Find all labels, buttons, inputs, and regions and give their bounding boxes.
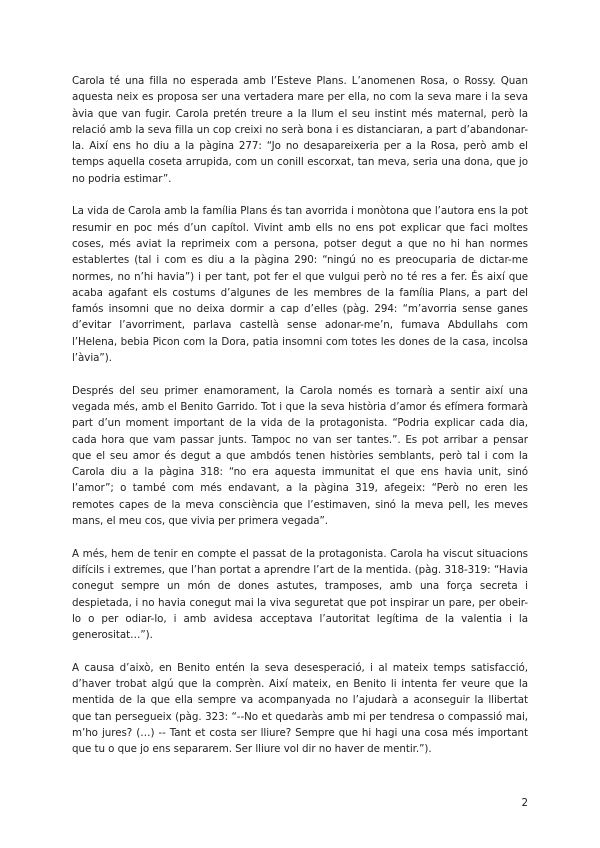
paragraph-3: Després del seu primer enamorament, la Carola només es tornarà a sentir així una vegada més, amb el Benito Garrido. Tot i que la seva història d’amor és efímera formarà part d’un moment important de la vida de la protagonista. “Podria explicar cada dia, cada hora que vam passar junts. Tampoc no van ser tantes.”. Es pot arribar a pensar que el seu amor és degut a que ambdós tenen històries semblants, però tal i com la Carola diu a la pàgina 318: “no era aquesta immunitat el que ens havia unit, sinó l’amor”; o també com més endavant, a la pàgina 319, afegeix: “Però no eren les remotes capes de la meva consciència que l’estimaven, sinó la meva pell, les meves mans, el meu cos, que vivia per primera vegada”. [72, 384, 528, 528]
document-body [72, 73, 528, 774]
paragraph-2: La vida de Carola amb la família Plans és tan avorrida i monòtona que l’autora ens la pot resumir en poc més d’un capítol. Vivint amb ells no ens pot explicar que faci moltes coses, més aviat la reprimeix com a persona, potser degut a que no hi han normes establertes (tal i com es diu a la pàgina 290: “ningú no es preocuparia de dictar-me normes, no n’hi havia”) i per tant, pot fer el que vulgui però no té res a fer. És així que acaba agafant els costums d’algunes de les membres de la família Plans, a part del famós insomni que no deixa dormir a cap d’elles (pàg. 294: “m’avorria sense ganes d’evitar l’avorriment, parlava castellà sense adonar-me’n, fumava Abdullahs com l’Helena, bebia Picon com la Dora, patia insomni com totes les dones de la casa, incolsa l’àvia”). [72, 205, 528, 365]
paragraph-1: Carola té una filla no esperada amb l’Esteve Plans. L’anomenen Rosa, o Rossy. Quan aquesta neix es proposa ser una vertadera mare per ella, no com la seva mare i la seva àvia que van fugir. Carola pretén treure a la llum el seu instint més maternal, però la relació amb la seva filla un cop creixi no serà bona i es distanciaran, a part d’abandonar-la. Així ens ho diu a la pàgina 277: “Jo no desapareixeria per a la Rosa, però amb el temps aquella coseta arrupida, com un conill escorxat, tan meva, seria una dona, que jo no podria estimar”. [72, 75, 528, 185]
paragraph-4: A més, hem de tenir en compte el passat de la protagonista. Carola ha viscut situacions difícils i extremes, que l’han portat a aprendre l’art de la mentida. (pàg. 318-319: “Havia conegut sempre un món de dones astutes, tramposes, amb una força secreta i despietada, i no havia conegut mai la viva seguretat que pot inspirar un pare, per obeir-lo o per odiar-lo, i amb avidesa acceptava l’autoritat legítima de la valentia i la generositat…”). [72, 547, 528, 642]
paragraph-5: A causa d’això, en Benito entén la seva desesperació, i al mateix temps satisfacció, d’haver trobat algú que la comprèn. Així mateix, en Benito li intenta fer veure que la mentida de la que ella sempre va acompanyada no l’ajudarà a aconseguir la llibertat que tan persegueix (pàg. 323: “--No et quedaràs amb mi per tendresa o compassió mai, m’ho jures? (…) -- Tant et costa ser lliure? Sempre que hi hagi una cosa més important que tu o que jo ens separarem. Ser lliure vol dir no haver de mentir.”). [72, 661, 528, 756]
page-number: 2 [521, 797, 528, 809]
